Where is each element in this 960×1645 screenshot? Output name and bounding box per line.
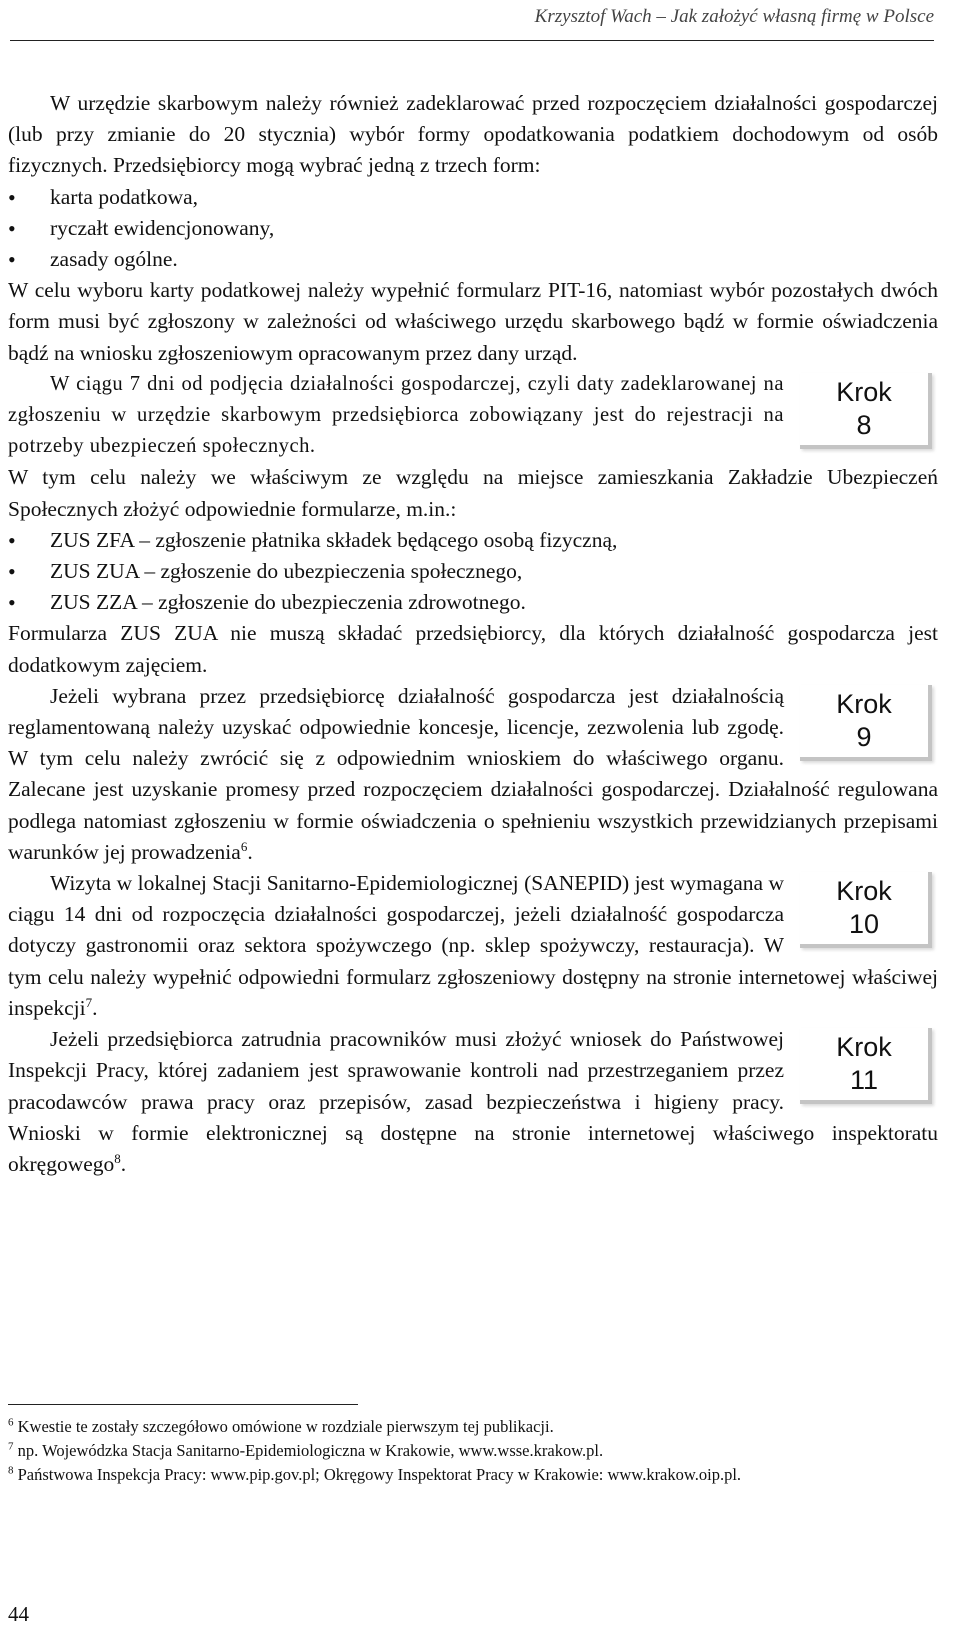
paragraph-text: Wizyta w lokalnej Stacji Sanitarno-Epidemiologicznej (SANEPID) jest wymagana w ciągu 14 dni od rozpoczęcia działalności gospodarczej, jeżeli działalność gospodarcza dotyczy gastronomii oraz sektora spożywczego (np. sklep spożywczy, restauracja). W tym celu należy wypełnić odpowiedni formularz zgłoszeniowy dostępny na stronie internetowej właściwej inspekcji [8,871,938,1020]
paragraph-text: Jeżeli przedsiębiorca zatrudnia pracowników musi złożyć wniosek do Państwowej Inspekcji Pracy, której zadaniem jest sprawowanie kontroli nad przestrzeganiem przez pracodawców prawa pracy oraz przepisów, zasad bezpieczeństwa i higieny pracy. Wnioski w formie elektronicznej są dostępne na stronie internetowej właściwego inspektoratu okręgowego [8,1027,938,1176]
footnote [8,1463,938,1487]
paragraph-sanepid [8,868,938,1024]
footnote-rule [8,1404,358,1405]
step-box-9 [800,685,932,761]
step-label: Krok [836,1032,892,1063]
zus-form-list [8,525,938,619]
step-box-8 [800,373,932,449]
step-number: 11 [849,1065,879,1096]
sentence-period: . [120,1151,127,1176]
list-item: • ZUS ZUA – zgłoszenie do ubezpieczenia społecznego, [8,556,938,587]
sentence-period: . [92,995,98,1020]
paragraph-zus-registration: W ciągu 7 dni od podjęcia działalności gospodarczej, czyli daty zadeklarowanej na zgłoszeniu w urzędzie skarbowym przedsiębiorca zobowiązany jest do rejestracji na potrzeby ubezpieczeń społecznych. [8,372,784,458]
step-number: 8 [856,409,872,440]
sentence-period: . [247,839,253,864]
step-box-10 [800,872,932,948]
footnote-ref: 6 [240,838,248,854]
paragraph-zus-zua: Formularza ZUS ZUA nie muszą składać przedsiębiorcy, dla których działalność gospodarcza jest dodatkowym zajęciem. [8,621,938,677]
list-item: • zasady ogólne. [8,244,938,275]
running-header: Krzysztof Wach – Jak założyć własną firmę w Polsce [534,6,934,27]
footnote-text: Kwestie te zostały szczegółowo omówione w rozdziale pierwszym tej publikacji. [17,1417,554,1436]
list-item: • ryczałt ewidencjonowany, [8,213,938,244]
tax-form-list [8,182,938,276]
footnote [8,1439,938,1463]
list-item: • karta podatkowa, [8,182,938,213]
step-number: 9 [856,721,872,752]
footnote-number: 8 [8,1464,14,1477]
paragraph-licences [8,681,938,868]
paragraph-text: Jeżeli wybrana przez przedsiębiorcę działalność gospodarcza jest działalnością reglamentowaną należy uzyskać odpowiednie koncesje, licencje, zezwolenia lub zgodę. W tym celu należy zwrócić się z odpowiednim wnioskiem do właściwego organu. Zalecane jest uzyskanie promesy przed rozpoczęciem działalności gospodarczej. Działalność regulowana podlega natomiast zgłoszeniu w formie oświadczenia o spełnieniu wszystkich przewidzianych przepisami warunków jej prowadzenia [8,683,938,864]
footnote-number: 7 [8,1440,14,1453]
step-number: 10 [848,909,880,940]
list-item: • ZUS ZFA – zgłoszenie płatnika składek będącego osobą fizyczną, [8,525,938,556]
footnotes [8,1415,938,1487]
paragraph-tax-form: W urzędzie skarbowym należy również zadeklarować przed rozpoczęciem działalności gospodarczej (lub przy zmianie do 20 stycznia) wybór formy opodatkowania podatkiem dochodowym od osób fizycznych. Przedsiębiorcy mogą wybrać jedną z trzech form: [8,91,938,178]
header-rule [10,40,934,41]
footnote-text: np. Wojewódzka Stacja Sanitarno-Epidemiologiczna w Krakowie, www.wsse.krakow.pl. [17,1441,604,1460]
footnote-number: 6 [8,1416,14,1429]
step-label: Krok [836,876,892,907]
step-box-11 [800,1028,932,1104]
paragraph-zus-forms: W tym celu należy we właściwym ze względu na miejsce zamieszkania Zakładzie Ubezpieczeń Społecznych złożyć odpowiednie formularze, m.in.: [8,465,938,521]
paragraph-pit16: W celu wyboru karty podatkowej należy wypełnić formularz PIT-16, natomiast wybór pozostałych dwóch form musi być zgłoszony w zależności od właściwego urzędu skarbowego bądź w formie oświadczenia bądź na wniosku zgłoszeniowym opracowanym przez dany urząd. [8,278,938,365]
step-label: Krok [836,688,892,719]
page-number: 44 [8,1602,29,1626]
paragraph-pip [8,1024,938,1180]
footnote [8,1415,938,1439]
footnote-text: Państwowa Inspekcja Pracy: www.pip.gov.pl; Okręgowy Inspektorat Pracy w Krakowie: www.krakow.oip.pl. [17,1465,742,1484]
step-label: Krok [836,376,892,407]
page-body [8,88,938,1180]
list-item: • ZUS ZZA – zgłoszenie do ubezpieczenia zdrowotnego. [8,587,938,618]
footnote-ref: 8 [114,1150,121,1166]
footnote-ref: 7 [85,994,93,1010]
